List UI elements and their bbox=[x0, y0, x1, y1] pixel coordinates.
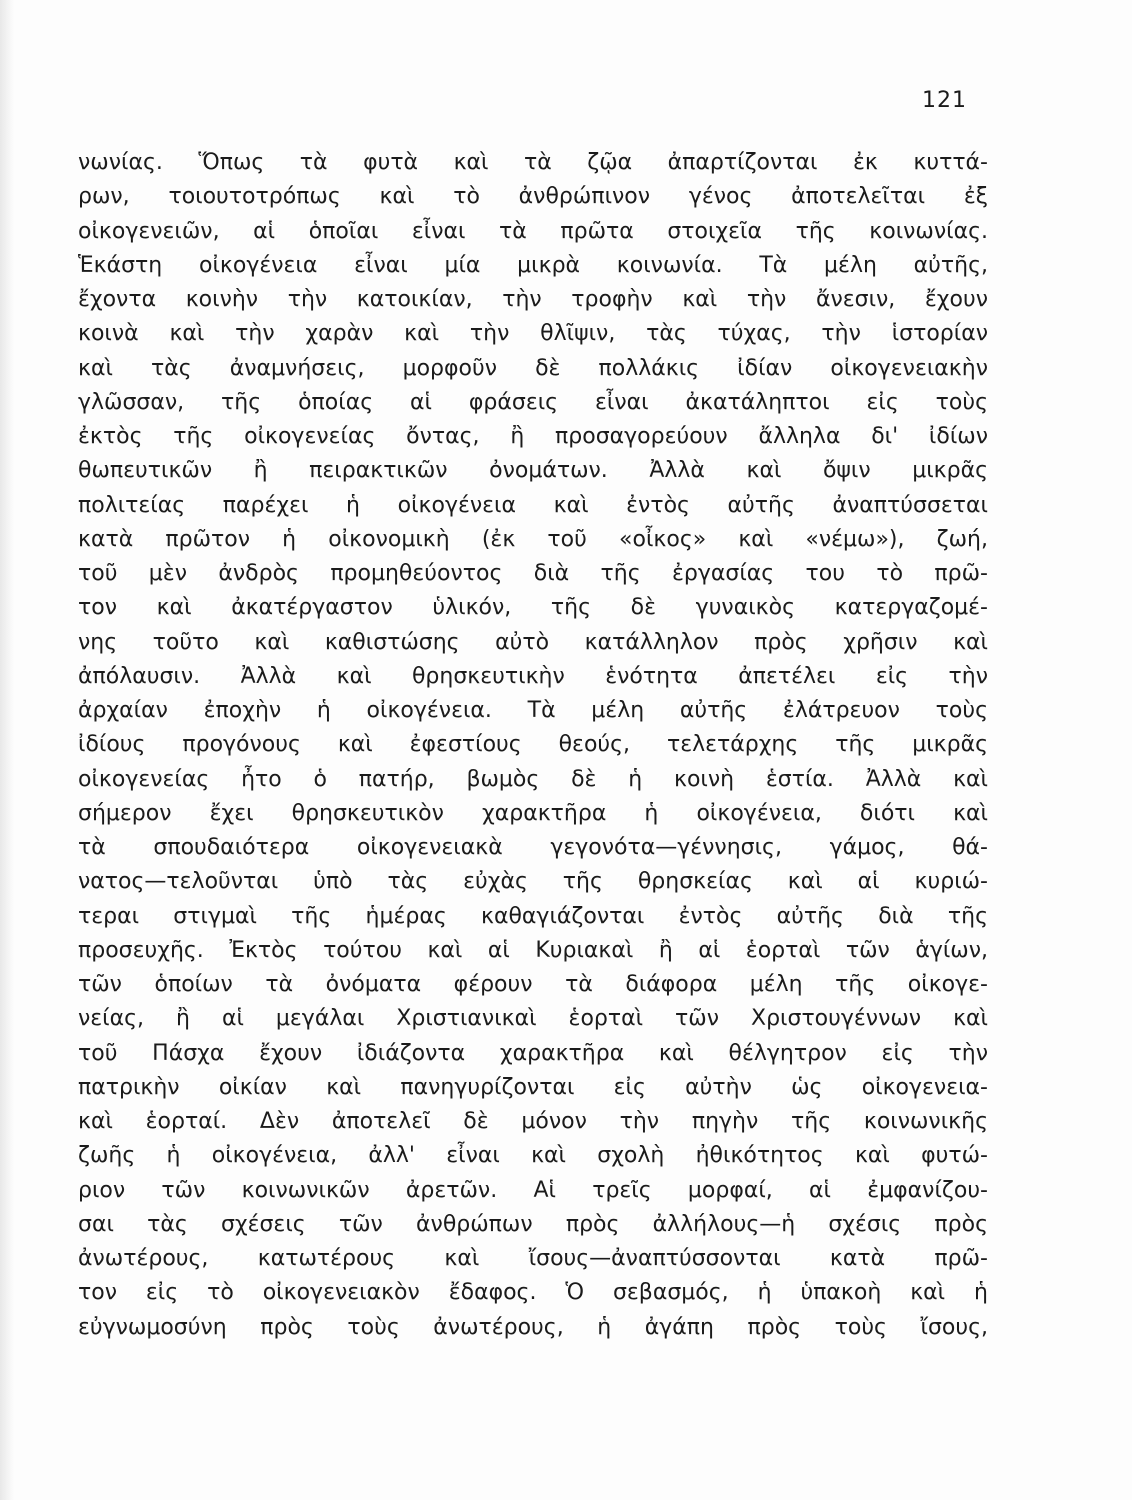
text-line: νατος—τελοῦνται ὑπὸ τὰς εὐχὰς τῆς θρησκείας καὶ αἱ κυριώ- bbox=[78, 869, 988, 895]
text-line: πολιτείας παρέχει ἡ οἰκογένεια καὶ ἐντὸς αὐτῆς ἀναπτύσσεται bbox=[78, 492, 988, 518]
page-gutter-shadow bbox=[0, 0, 14, 1500]
text-line: πατρικὴν οἰκίαν καὶ πανηγυρίζονται εἰς αὐτὴν ὡς οἰκογενεια- bbox=[78, 1074, 988, 1100]
page-number: 121 bbox=[922, 88, 967, 113]
text-line: τὰ σπουδαιότερα οἰκογενειακὰ γεγονότα—γέννησις, γάμος, θά- bbox=[78, 835, 988, 860]
text-line: σαι τὰς σχέσεις τῶν ἀνθρώπων πρὸς ἀλλήλους—ἡ σχέσις πρὸς bbox=[78, 1211, 988, 1237]
text-line: ἀρχαίαν ἐποχὴν ἡ οἰκογένεια. Τὰ μέλη αὐτῆς ἐλάτρευον τοὺς bbox=[78, 698, 988, 723]
text-line: σήμερον ἔχει θρησκευτικὸν χαρακτῆρα ἡ οἰκογένεια, διότι καὶ bbox=[78, 800, 988, 826]
body-text bbox=[78, 146, 988, 1379]
text-line: οἰκογενείας ἦτο ὁ πατήρ, βωμὸς δὲ ἡ κοινὴ ἑστία. Ἀλλὰ καὶ bbox=[78, 766, 988, 792]
text-line: νείας, ἢ αἱ μεγάλαι Χριστιανικαὶ ἑορταὶ τῶν Χριστουγέννων καὶ bbox=[78, 1006, 988, 1032]
text-line: ριον τῶν κοινωνικῶν ἀρετῶν. Αἱ τρεῖς μορφαί, αἱ ἐμφανίζου- bbox=[78, 1177, 988, 1203]
text-line: τοῦ Πάσχα ἔχουν ἰδιάζοντα χαρακτῆρα καὶ θέλγητρον εἰς τὴν bbox=[78, 1040, 988, 1066]
text-line: καὶ τὰς ἀναμνήσεις, μορφοῦν δὲ πολλάκις ἰδίαν οἰκογενειακὴν bbox=[78, 355, 988, 381]
text-line: Ἑκάστη οἰκογένεια εἶναι μία μικρὰ κοινωνία. Τὰ μέλη αὐτῆς, bbox=[78, 252, 988, 278]
text-line: τεραι στιγμαὶ τῆς ἡμέρας καθαγιάζονται ἐντὸς αὐτῆς διὰ τῆς bbox=[78, 903, 988, 929]
text-line: ρων, τοιουτοτρόπως καὶ τὸ ἀνθρώπινον γένος ἀποτελεῖται ἐξ bbox=[78, 184, 988, 210]
text-line: ἐκτὸς τῆς οἰκογενείας ὄντας, ἢ προσαγορεύουν ἄλληλα δι' ἰδίων bbox=[78, 424, 988, 449]
text-line: τῶν ὁποίων τὰ ὀνόματα φέρουν τὰ διάφορα μέλη τῆς οἰκογε- bbox=[78, 972, 988, 997]
text-line: ἀνωτέρους, κατωτέρους καὶ ἴσους—ἀναπτύσσονται κατὰ πρῶ- bbox=[78, 1246, 988, 1271]
text-line: ἔχοντα κοινὴν τὴν κατοικίαν, τὴν τροφὴν καὶ τὴν ἄνεσιν, ἔχουν bbox=[78, 287, 988, 312]
text-line bbox=[78, 1345, 988, 1379]
text-line: νωνίας. Ὅπως τὰ φυτὰ καὶ τὰ ζῷα ἀπαρτίζονται ἐκ κυττά- bbox=[78, 150, 988, 175]
text-line: νης τοῦτο καὶ καθιστώσης αὐτὸ κατάλληλον πρὸς χρῆσιν καὶ bbox=[78, 629, 988, 655]
text-line: καὶ ἑορταί. Δὲν ἀποτελεῖ δὲ μόνον τὴν πηγὴν τῆς κοινωνικῆς bbox=[78, 1109, 988, 1134]
text-line: ἰδίους προγόνους καὶ ἐφεστίους θεούς, τελετάρχης τῆς μικρᾶς bbox=[78, 732, 988, 758]
text-line: εὐγνωμοσύνη πρὸς τοὺς ἀνωτέρους, ἡ ἀγάπη πρὸς τοὺς ἴσους, bbox=[78, 1314, 988, 1340]
text-line: τοῦ μὲν ἀνδρὸς προμηθεύοντος διὰ τῆς ἐργασίας του τὸ πρῶ- bbox=[78, 561, 988, 586]
text-line: τον εἰς τὸ οἰκογενειακὸν ἔδαφος. Ὁ σεβασμός, ἡ ὑπακοὴ καὶ ἡ bbox=[78, 1280, 988, 1306]
text-line: προσευχῆς. Ἐκτὸς τούτου καὶ αἱ Κυριακαὶ ἢ αἱ ἑορταὶ τῶν ἁγίων, bbox=[78, 937, 988, 963]
text-line: ζωῆς ἡ οἰκογένεια, ἀλλ' εἶναι καὶ σχολὴ ἠθικότητος καὶ φυτώ- bbox=[78, 1143, 988, 1169]
text-line: ἀπόλαυσιν. Ἀλλὰ καὶ θρησκευτικὴν ἑνότητα ἀπετέλει εἰς τὴν bbox=[78, 663, 988, 689]
text-line: οἰκογενειῶν, αἱ ὁποῖαι εἶναι τὰ πρῶτα στοιχεῖα τῆς κοινωνίας. bbox=[78, 218, 988, 244]
text-line: κατὰ πρῶτον ἡ οἰκονομικὴ (ἐκ τοῦ «οἶκος» καὶ «νέμω»), ζωή, bbox=[78, 526, 988, 552]
text-line: γλῶσσαν, τῆς ὁποίας αἱ φράσεις εἶναι ἀκατάληπτοι εἰς τοὺς bbox=[78, 389, 988, 415]
text-line: κοινὰ καὶ τὴν χαρὰν καὶ τὴν θλῖψιν, τὰς τύχας, τὴν ἱστορίαν bbox=[78, 321, 988, 347]
text-line: τον καὶ ἀκατέργαστον ὑλικόν, τῆς δὲ γυναικὸς κατεργαζομέ- bbox=[78, 595, 988, 621]
text-line: θωπευτικῶν ἢ πειρακτικῶν ὀνομάτων. Ἀλλὰ καὶ ὄψιν μικρᾶς bbox=[78, 458, 988, 484]
